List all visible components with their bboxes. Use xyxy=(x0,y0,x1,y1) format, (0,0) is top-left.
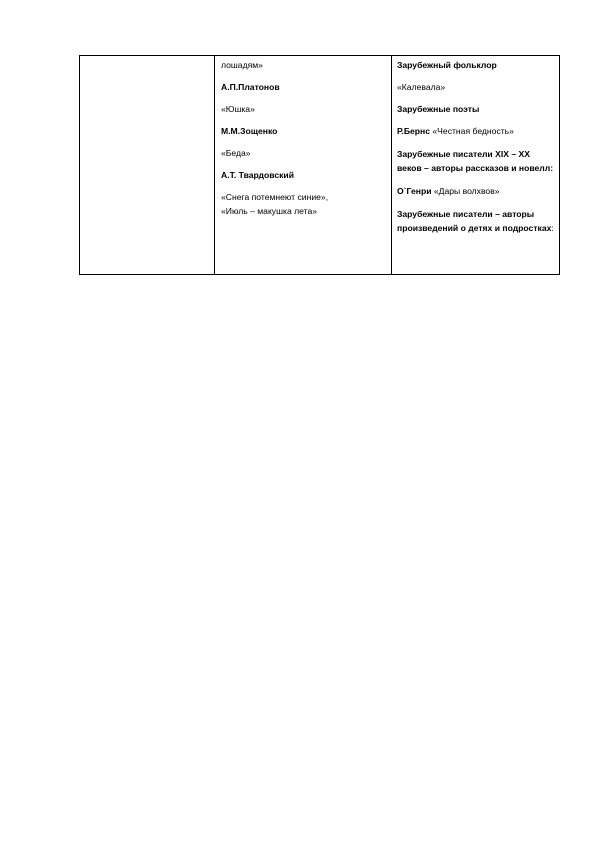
section-heading: Зарубежный фольклор xyxy=(397,60,497,70)
section-heading: Зарубежные писатели XIX – XX веков – авторы рассказов и новелл: xyxy=(397,149,554,173)
author-work-line xyxy=(397,125,555,137)
author-name: А.П.Платонов xyxy=(221,82,280,92)
author-name: Р.Бернс xyxy=(397,126,431,136)
literature-table xyxy=(79,55,560,275)
section-heading: Зарубежные поэты xyxy=(397,104,480,114)
author-name: А.Т. Твардовский xyxy=(221,170,294,180)
table-cell-empty xyxy=(80,56,215,275)
table-row xyxy=(80,56,560,275)
cell-empty-content xyxy=(80,56,214,59)
work-title: «Дары волхвов» xyxy=(433,186,500,196)
work-title: «Июль – макушка лета» xyxy=(221,206,318,216)
work-title: «Юшка» xyxy=(221,104,255,114)
section-heading: Зарубежные писатели – авторы произведений о детях и подростках xyxy=(397,209,552,233)
work-title: «Снега потемнеют синие», xyxy=(221,192,329,202)
text-line: лошадям» xyxy=(221,60,263,70)
heading-suffix: : xyxy=(551,223,554,233)
table-cell-russian-authors xyxy=(215,56,392,275)
author-work-line xyxy=(397,185,555,197)
author-name: О`Генри xyxy=(397,186,432,196)
table-cell-foreign-literature xyxy=(392,56,560,275)
work-title: «Калевала» xyxy=(397,82,446,92)
work-title: «Честная бедность» xyxy=(432,126,514,136)
work-title: «Беда» xyxy=(221,148,251,158)
author-name: М.М.Зощенко xyxy=(221,126,278,136)
section-heading-wrap xyxy=(397,207,555,235)
